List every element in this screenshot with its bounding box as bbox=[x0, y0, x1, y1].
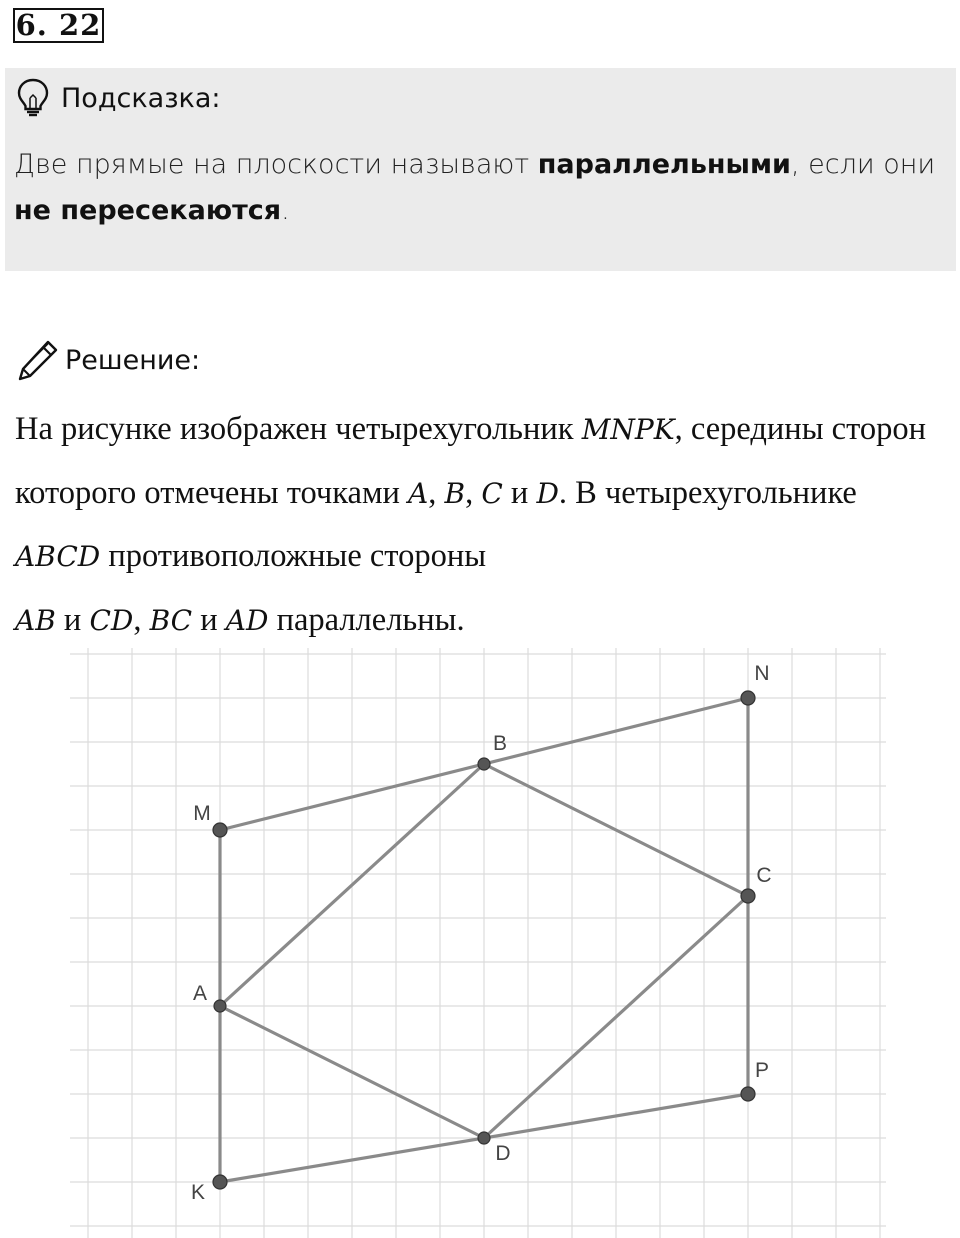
point-M bbox=[213, 823, 227, 837]
quadrilateral-figure bbox=[70, 648, 890, 1238]
label-P: P bbox=[754, 1059, 770, 1082]
label-D: D bbox=[495, 1142, 511, 1165]
hint-bold-not-intersect: не пересекаются bbox=[14, 195, 282, 226]
point-N bbox=[741, 691, 755, 705]
task-number: 6. 22 bbox=[13, 8, 104, 43]
solution-title bbox=[17, 338, 200, 382]
point-K bbox=[213, 1175, 227, 1189]
hint-title-text: Подсказка: bbox=[61, 82, 221, 114]
point-P bbox=[741, 1087, 755, 1101]
point-D bbox=[478, 1132, 490, 1144]
label-N: N bbox=[754, 662, 770, 685]
label-M: M bbox=[193, 802, 211, 825]
label-A: A bbox=[192, 982, 208, 1005]
solution-text: На рисунке изображен четырехугольник MNPK, середины сторон которого отмечены точками A, B, C и D. В четырехугольнике ABCD противоположные стороны AB и CD, BC и AD параллельны. bbox=[15, 411, 927, 638]
pencil-icon bbox=[17, 339, 59, 381]
solution-title-text: Решение: bbox=[65, 344, 201, 376]
hint-text: Две прямые на плоскости называют параллельными, если они не пересекаются. bbox=[14, 149, 936, 226]
label-K: K bbox=[190, 1181, 206, 1204]
point-B bbox=[478, 758, 490, 770]
label-C: C bbox=[756, 864, 772, 887]
point-A bbox=[214, 1000, 226, 1012]
hint-title bbox=[17, 78, 221, 118]
hint-bold-parallel: параллельными bbox=[537, 149, 791, 180]
lightbulb-icon bbox=[17, 78, 49, 118]
grid bbox=[70, 648, 886, 1238]
point-C bbox=[741, 889, 755, 903]
label-B: B bbox=[492, 732, 508, 755]
